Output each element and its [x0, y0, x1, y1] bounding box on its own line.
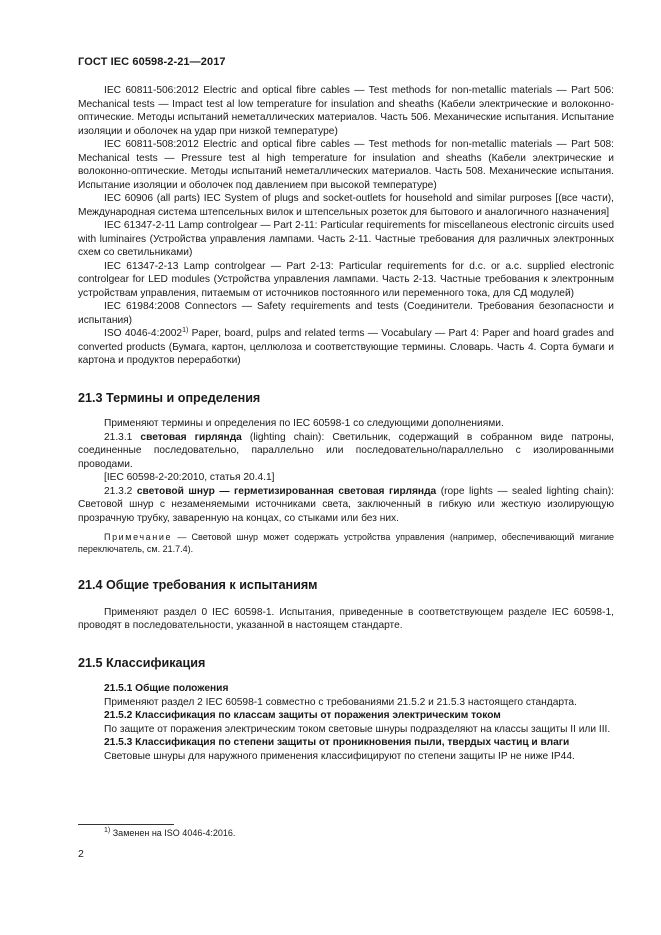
ref-iso-4046-4 — [78, 327, 614, 368]
section-number: 21.4 — [78, 578, 103, 592]
note — [78, 531, 614, 555]
running-header: ГОСТ IEC 60598-2-21—2017 — [78, 56, 226, 68]
subsection-21-5-3-text: Световые шнуры для наружного применения классифицируют по степени защиты IP не ниже IP44. — [104, 750, 575, 762]
ref-iec-60811-506: IEC 60811-506:2012 Electric and optical fibre cables — Test methods for non-metallic materials — Part 506: Mechanical tests — Impact test al low temperature for insulation and sheaths (Кабели электрические и волоконно-оптические. Методы испытаний неметаллических материалов. Часть 506. Механические испытания. Испытание изоляции и оболочек на удар при низкой температуре) — [78, 85, 614, 137]
ref-iec-60811-508: IEC 60811-508:2012 Electric and optical fibre cables — Test methods for non-metallic materials — Part 508: Mechanical tests — Pressure test al high temperature for insulation and sheaths (Кабели электрические и волоконно-оптические. Методы испытаний неметаллических материалов. Часть 508. Механические испытания. Испытание изоляции и оболочек под давлением при высокой температуре) — [78, 139, 614, 191]
ref-code: ISO 4046-4:2002 — [104, 328, 183, 339]
term-number: 21.3.1 — [104, 431, 133, 443]
footnote-marker: 1) — [182, 327, 189, 334]
footnote — [104, 828, 235, 838]
subsection-21-5-1-text: Применяют раздел 2 IEC 60598-1 совместно с требованиями 21.5.2 и 21.5.3 настоящего стандарта. — [104, 696, 577, 708]
subsection-21-5-2-text: По защите от поражения электрическим током световые шнуры подразделяют на классы защиты II или III. — [104, 723, 611, 735]
section-title: Классификация — [106, 655, 206, 670]
note-label: Примечание — [104, 532, 173, 542]
ref-iec-60906: IEC 60906 (all parts) IEC System of plugs and socket-outlets for household and similar purposes [(все части), Международная система штепсельных вилок и штепсельных розеток для бытового и аналогичного назначения] — [78, 193, 614, 218]
section-title: Общие требования к испытаниям — [106, 578, 318, 592]
ref-iec-61984: IEC 61984:2008 Connectors — Safety requirements and tests (Соединители. Требования безопасности и испытания) — [78, 301, 614, 326]
term-definition: (rope lights — sealed lighting chain): Световой шнур с незаменяемыми источниками света, заключенный в гибкую или жесткую изолирующую прозрачную трубку, заваренную на концах, со стыками или без них. — [78, 485, 614, 524]
footnote-text: Заменен на ISO 4046-4:2016. — [112, 828, 236, 838]
term-name: световой шнур — герметизированная световая гирлянда — [136, 485, 437, 497]
s214-text: Применяют раздел 0 IEC 60598-1. Испытания, приведенные в соответствующем разделе IEC 60598-1, проводят в последовательности, указанной в настоящем стандарте. — [78, 606, 614, 631]
term-definition: (lighting chain): Светильник, содержащий в собранном виде патроны, соединенные последовательно, параллельно или последовательно/параллельно с изолированными проводами. — [78, 431, 614, 470]
note-text: — Световой шнур может содержать устройства управления (например, обеспечивающий мигание переключатель, см. 21.7.4). — [78, 532, 614, 554]
term-name: световая гирлянда — [140, 431, 242, 443]
s213-intro: Применяют термины и определения по IEC 60598-1 со следующими дополнениями. — [104, 418, 504, 429]
section-21-5-heading — [78, 657, 614, 671]
ref-text: Paper, board, pulps and related terms — Vocabulary — Part 4: Paper and hoard grades and converted products (Бумага, картон, целлюлоза и соответствующие термины. Словарь. Часть 4. Сорта бумаги и картона и продуктов переработки) — [78, 328, 614, 366]
ref-iec-61347-2-11: IEC 61347-2-11 Lamp controlgear — Part 2-11: Particular requirements for miscellaneous electronic circuits used with luminaires (Устройства управления лампами. Часть 2-11. Частные требования для различных электронных схем со светильниками) — [78, 220, 614, 258]
section-title: Термины и определения — [106, 390, 261, 405]
page-body — [78, 84, 614, 763]
subsection-21-5-2-heading: 21.5.2 Классификация по классам защиты от поражения электрическим током — [104, 710, 501, 721]
ref-iec-61347-2-13: IEC 61347-2-13 Lamp controlgear — Part 2-13: Particular requirements for d.c. or a.c. supplied electronic controlgear for LED modules (Устройства управления лампами. Часть 2-13. Частные требования к электронным устройствам управления, питаемым от источников постоянного или переменного тока, для СД модулей) — [78, 260, 614, 299]
section-number: 21.3 — [78, 390, 103, 405]
footnote-divider — [78, 824, 174, 825]
section-21-3-heading — [78, 392, 614, 406]
term-21-3-1 — [78, 431, 614, 472]
term-number: 21.3.2 — [104, 485, 133, 497]
footnote-mark: 1) — [104, 827, 111, 834]
section-number: 21.5 — [78, 655, 103, 670]
subsection-21-5-1-heading: 21.5.1 Общие положения — [104, 683, 229, 694]
term-source: [IEC 60598-2-20:2010, статья 20.4.1] — [104, 472, 275, 483]
subsection-21-5-3-heading: 21.5.3 Классификация по степени защиты от проникновения пыли, твердых частиц и влаги — [104, 737, 570, 748]
page-number: 2 — [78, 848, 84, 860]
term-21-3-2 — [78, 485, 614, 526]
section-21-4-heading — [78, 579, 614, 593]
